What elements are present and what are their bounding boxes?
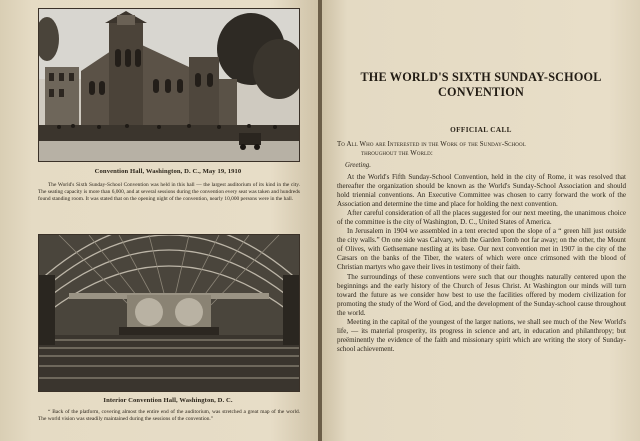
address-line-1: To All Who are Interested in the Work of the Sunday-School <box>337 141 526 148</box>
paragraph: At the World's Fifth Sunday-School Convention, held in the city of Rome, it was resolved that thereafter the organization should be known as the World's Sunday-School Association and should hold triennial conventions. An Executive Committee was chosen to carry forward the work of the Association and determine the time and place for holding the next convention. <box>337 173 626 209</box>
title-line-1: THE WORLD'S SIXTH SUNDAY-SCHOOL <box>360 70 602 84</box>
figure2-caption-title: Interior Convention Hall, Washington, D. C. <box>103 397 233 404</box>
title-line-2: CONVENTION <box>438 85 524 99</box>
convention-hall-exterior-photo <box>38 8 300 162</box>
paragraph: After careful consideration of all the places suggested for our next meeting, the unanimous choice of the committee is the city of Washington, D. C., United States of America. <box>337 209 626 227</box>
left-page <box>0 0 318 441</box>
paragraph: In Jerusalem in 1904 we assembled in a tent erected upon the slope of a “ green hill just outside the city walls.” On one side was Calvary, with the Garden Tomb not far away; on the other, the Mount of Olives, with Gethsemane nestling at its base. Our next convention met in 1907 in the city of the Cæsars on the banks of the Tiber, the waters of which were once crimsoned with the blood of Christian martyrs who gave their lives in testimony of their faith. <box>337 227 626 272</box>
address-block <box>337 141 627 159</box>
official-call-heading: OFFICIAL CALL <box>450 126 512 134</box>
page-title <box>336 70 626 100</box>
figure2-caption-body: “ Back of the platform, covering almost the entire end of the auditorium, was stretched a great map of the world. The world vision was steadily maintained during the sessions of the convention.” <box>38 409 300 423</box>
figure1-caption-body: The World's Sixth Sunday-School Convention was held in this hall — the largest auditorium of its kind in the city. The seating capacity is more than 6,000, and at several sessions during the convention every seat was taken and hundreds found standing room. It was stated that on the opening night of the convention, nearly 10,000 persons were in the hall. <box>38 182 300 203</box>
greeting: Greeting. <box>345 162 371 169</box>
body-text <box>337 173 626 354</box>
address-line-2: throughout the World: <box>361 149 433 157</box>
figure1-caption-title: Convention Hall, Washington, D. C., May 19, 1910 <box>94 168 242 175</box>
paragraph: The surroundings of these conventions were such that our thoughts naturally centered upon the beginnings and the early history of the Church of Jesus Christ. At Washington our minds will turn toward the future as we consider how best to use the facilities offered by modern civilization for promoting the study of the Word of God, and the development of the Sunday-school cause throughout the world. <box>337 272 626 317</box>
paragraph: Meeting in the capital of the youngest of the larger nations, we shall see much of the New World's life, — its material prosperity, its progress in science and art, in education and philanthropy; but preëminently the evidence of the faith and missionary spirit which are writing the story of Sunday-school achievement. <box>337 317 626 353</box>
convention-hall-interior-photo <box>38 234 300 392</box>
